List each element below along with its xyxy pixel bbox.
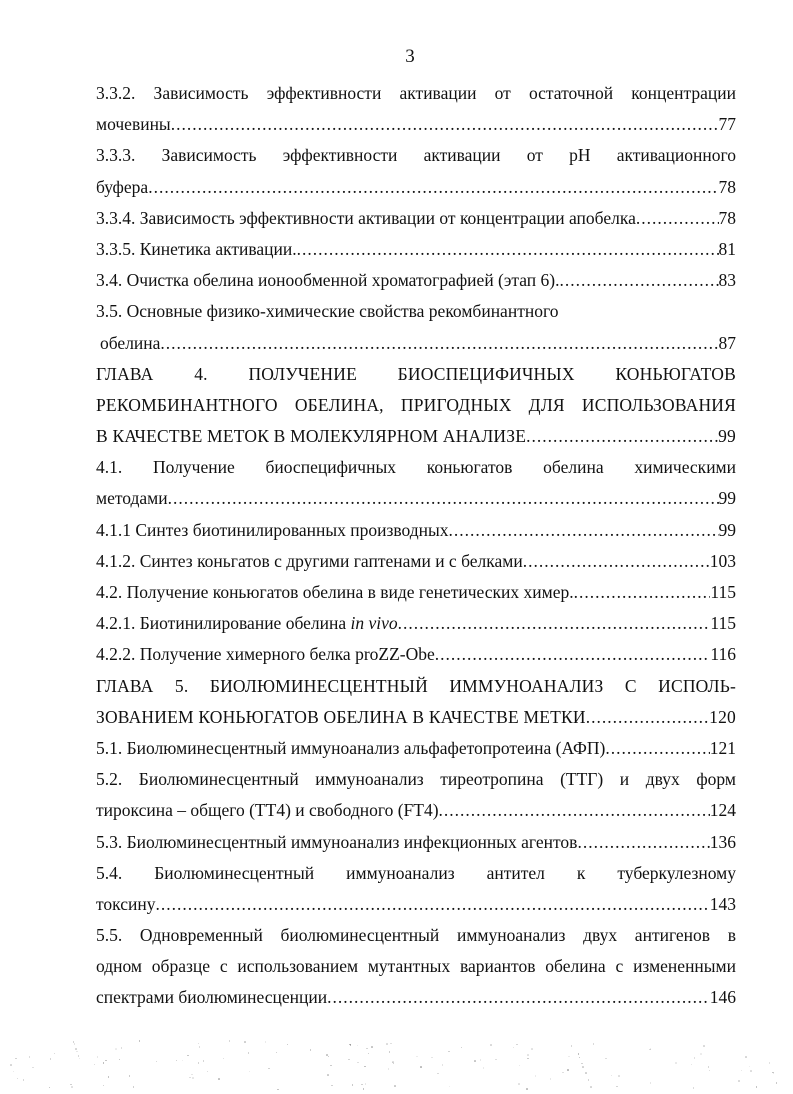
toc-entry-5-2-line2 bbox=[96, 795, 736, 826]
scan-speck bbox=[650, 1082, 652, 1084]
scan-speck bbox=[593, 1043, 595, 1045]
toc-entry-title: 4.2. Получение коньюгатов обелина в виде генетических химер. bbox=[96, 582, 574, 602]
toc-page-number: 99 bbox=[718, 519, 736, 540]
toc-entry-5-4-line1: 5.4. Биолюминесцентный иммуноанализ антител к туберкулезному bbox=[96, 862, 736, 883]
toc-entry-4-2-1 bbox=[96, 608, 736, 639]
scan-speck bbox=[527, 1054, 529, 1056]
scan-speck bbox=[474, 1060, 476, 1062]
scan-speck bbox=[365, 1083, 367, 1085]
toc-entry-4-1-line2 bbox=[96, 483, 736, 514]
scan-speck bbox=[691, 1064, 693, 1066]
toc-chapter-title-cont: В КАЧЕСТВЕ МЕТОК В МОЛЕКУЛЯРНОМ АНАЛИЗЕ bbox=[96, 426, 527, 447]
leader-dots bbox=[636, 203, 719, 234]
toc-page-number: 143 bbox=[709, 893, 736, 914]
toc-entry-3-3-2-line1: 3.3.2. Зависимость эффективности активации от остаточной концентрации bbox=[96, 83, 736, 103]
scan-speck bbox=[535, 1075, 537, 1077]
scan-speck bbox=[745, 1056, 747, 1058]
leader-dots bbox=[577, 827, 709, 858]
scan-speck bbox=[526, 1088, 528, 1090]
scan-speck bbox=[327, 1074, 329, 1076]
toc-entry-5-1 bbox=[96, 733, 736, 764]
leader-dots bbox=[449, 515, 719, 546]
toc-entry-title-cont: спектрами биолюминесценции bbox=[96, 987, 328, 1008]
scan-speck bbox=[310, 1049, 312, 1051]
scan-speck bbox=[527, 1058, 529, 1060]
leader-dots bbox=[155, 889, 709, 920]
scan-speck bbox=[277, 1089, 279, 1091]
scan-speck bbox=[244, 1041, 246, 1043]
leader-dots bbox=[526, 421, 718, 452]
scan-speck bbox=[189, 1077, 191, 1079]
scan-speck bbox=[694, 1057, 696, 1059]
scan-speck bbox=[103, 1062, 105, 1064]
toc-entry-5-2-line1: 5.2. Биолюминесцентный иммуноанализ тиреотропина (ТТГ) и двух форм bbox=[96, 769, 736, 790]
toc-page-number: 136 bbox=[709, 831, 736, 852]
toc-page-number: 81 bbox=[718, 238, 736, 259]
scan-speck bbox=[13, 1071, 15, 1073]
toc-chapter-title-cont: ЗОВАНИЕМ КОНЬЮГАТОВ ОБЕЛИНА В КАЧЕСТВЕ МЕТКИ bbox=[96, 706, 586, 727]
scan-speck bbox=[176, 1060, 178, 1062]
scan-speck bbox=[442, 1064, 444, 1066]
scan-speck bbox=[357, 1045, 359, 1047]
scan-speck bbox=[750, 1070, 752, 1072]
toc-entry-title bbox=[96, 608, 398, 639]
scan-speck bbox=[105, 1060, 107, 1062]
scan-speck bbox=[393, 1062, 395, 1064]
scan-speck bbox=[616, 1086, 618, 1088]
toc-entry-title-cont: обелина bbox=[100, 332, 161, 353]
toc-entry-title: 3.3.5. Кинетика активации. bbox=[96, 238, 297, 259]
toc-entry-title: 4.1.2. Синтез коньгатов с другими гаптенами и с белками bbox=[96, 550, 523, 571]
scan-speck bbox=[361, 1084, 363, 1086]
toc-page-number: 99 bbox=[718, 488, 736, 509]
scan-speck bbox=[386, 1043, 388, 1045]
scan-speck bbox=[229, 1040, 231, 1042]
scan-speck bbox=[738, 1080, 740, 1082]
scan-speck bbox=[191, 1074, 193, 1076]
leader-dots bbox=[605, 733, 709, 764]
scan-speck bbox=[32, 1067, 34, 1069]
leader-dots bbox=[168, 483, 719, 514]
toc-entry-4-2-2 bbox=[96, 639, 736, 670]
leader-dots bbox=[586, 702, 709, 733]
toc-entry-3-4 bbox=[96, 265, 736, 296]
scan-speck bbox=[121, 1047, 123, 1049]
toc-entry-title-cont: мочевины bbox=[96, 114, 171, 135]
leader-dots bbox=[297, 234, 719, 265]
scan-speck bbox=[49, 1087, 51, 1089]
leader-dots bbox=[327, 982, 710, 1013]
scan-speck bbox=[103, 1085, 105, 1087]
leader-dots bbox=[574, 577, 711, 608]
toc-entry-4-1-2 bbox=[96, 546, 736, 577]
scan-speck bbox=[590, 1086, 592, 1088]
scan-speck bbox=[198, 1062, 200, 1064]
toc-entry-3-5-line2 bbox=[96, 328, 736, 359]
toc-entry-title: 3.4. Очистка обелина ионообменной хроматографией (этап 6). bbox=[96, 270, 560, 291]
scan-speck bbox=[71, 1086, 73, 1088]
scan-speck bbox=[182, 1060, 184, 1062]
leader-dots bbox=[171, 109, 719, 140]
toc-entry-3-5-line1: 3.5. Основные физико-химические свойства рекомбинантного bbox=[96, 301, 559, 322]
toc-page-number: 116 bbox=[710, 644, 736, 665]
toc-entry-5-5-line1: 5.5. Одновременный биолюминесцентный иммуноанализ двух антигенов в bbox=[96, 925, 736, 946]
scan-speck bbox=[187, 1055, 189, 1057]
scan-speck bbox=[649, 1049, 651, 1051]
scan-speck bbox=[483, 1067, 485, 1069]
scan-speck bbox=[776, 1082, 778, 1084]
scan-speck bbox=[108, 1076, 110, 1078]
leader-dots bbox=[439, 795, 710, 826]
scan-speck bbox=[431, 1057, 433, 1059]
scan-speck bbox=[15, 1058, 17, 1060]
scan-speck bbox=[618, 1075, 620, 1077]
scan-speck bbox=[94, 1064, 96, 1066]
toc-page-number: 115 bbox=[710, 582, 736, 602]
scan-speck bbox=[516, 1044, 518, 1046]
toc-entry-title: 4.2.2. Получение химерного белка proZZ-Obe bbox=[96, 644, 435, 665]
toc-entry-5-5-line3 bbox=[96, 982, 736, 1013]
scan-speck bbox=[23, 1079, 25, 1081]
toc-chapter-4-line1: ГЛАВА 4. ПОЛУЧЕНИЕ БИОСПЕЦИФИЧНЫХ КОНЬЮГАТОВ bbox=[96, 363, 736, 384]
scan-speck bbox=[363, 1088, 365, 1090]
leader-dots bbox=[560, 265, 719, 296]
scan-speck bbox=[568, 1056, 570, 1058]
scan-speck bbox=[495, 1059, 497, 1061]
scan-speck bbox=[129, 1075, 131, 1077]
toc-chapter-5-line1: ГЛАВА 5. БИОЛЮМИНЕСЦЕНТНЫЙ ИММУНОАНАЛИЗ С ИСПОЛЬ- bbox=[96, 675, 736, 696]
scan-speck bbox=[571, 1045, 573, 1047]
toc-page-number: 78 bbox=[718, 176, 736, 197]
scan-speck bbox=[50, 1058, 52, 1060]
toc-entry-title-cont: методами bbox=[96, 488, 168, 509]
scan-speck bbox=[76, 1051, 78, 1053]
toc-page-number: 124 bbox=[709, 800, 736, 821]
scan-speck bbox=[207, 1071, 209, 1073]
toc-entry-title: 3.3.4. Зависимость эффективности активации от концентрации апобелка bbox=[96, 207, 636, 228]
toc-page-number: 120 bbox=[709, 706, 736, 727]
scan-speck bbox=[709, 1070, 711, 1072]
scan-speck bbox=[199, 1046, 201, 1048]
toc-page-number: 99 bbox=[718, 426, 736, 447]
toc-page-number: 146 bbox=[709, 987, 736, 1008]
toc-entry-title: 5.3. Биолюминесцентный иммуноанализ инфекционных агентов bbox=[96, 831, 578, 852]
scan-speck bbox=[700, 1053, 702, 1055]
leader-dots bbox=[435, 639, 711, 670]
scan-speck bbox=[581, 1063, 583, 1065]
scan-speck bbox=[139, 1040, 141, 1042]
scan-speck bbox=[490, 1044, 492, 1046]
scan-speck bbox=[578, 1053, 580, 1055]
scan-speck bbox=[29, 1056, 31, 1058]
scan-speck bbox=[357, 1062, 359, 1064]
scan-speck bbox=[17, 1078, 19, 1080]
toc-entry-title-italic: in vivo bbox=[350, 613, 398, 634]
scan-speck bbox=[73, 1041, 75, 1043]
scan-speck bbox=[769, 1062, 771, 1064]
toc-entry-3-3-3-line1: 3.3.3. Зависимость эффективности активации от рН активационного bbox=[96, 145, 736, 166]
scan-speck bbox=[268, 1068, 270, 1070]
leader-dots bbox=[523, 546, 710, 577]
scan-speck bbox=[249, 1071, 251, 1073]
scan-speck bbox=[192, 1077, 194, 1079]
leader-dots bbox=[160, 328, 718, 359]
toc-entry-4-2 bbox=[96, 577, 736, 608]
scan-speck bbox=[708, 1066, 710, 1068]
scan-speck bbox=[75, 1048, 77, 1050]
scan-speck bbox=[248, 1052, 250, 1054]
toc-page-number: 78 bbox=[718, 207, 736, 228]
toc-entry-title-text: 4.2.1. Биотинилирование обелина bbox=[96, 613, 351, 634]
scan-speck bbox=[115, 1048, 117, 1050]
scan-speck bbox=[437, 1073, 439, 1075]
toc-entry-title: 4.1.1 Синтез биотинилированных производных bbox=[96, 519, 449, 540]
scan-speck bbox=[703, 1045, 705, 1047]
toc-entry-5-3 bbox=[96, 827, 736, 858]
toc-entry-title-cont: токсину bbox=[96, 893, 156, 914]
scan-speck bbox=[79, 1058, 81, 1060]
scan-speck bbox=[74, 1043, 76, 1045]
scan-speck bbox=[480, 1059, 482, 1061]
toc-entry-title-cont: буфера bbox=[96, 176, 149, 197]
scan-speck bbox=[368, 1053, 370, 1055]
scan-speck bbox=[388, 1068, 390, 1070]
scan-speck bbox=[366, 1048, 368, 1050]
scan-speck bbox=[562, 1072, 564, 1074]
scan-speck bbox=[223, 1058, 225, 1060]
scan-speck bbox=[119, 1059, 121, 1061]
toc-entry-3-3-4 bbox=[96, 203, 736, 234]
toc-chapter-4-line2: РЕКОМБИНАНТНОГО ОБЕЛИНА, ПРИГОДНЫХ ДЛЯ ИСПОЛЬЗОВАНИЯ bbox=[96, 394, 736, 415]
scan-speck bbox=[461, 1047, 463, 1049]
scan-speck bbox=[588, 1079, 590, 1081]
scan-speck bbox=[371, 1046, 373, 1048]
toc-entry-5-4-line2 bbox=[96, 889, 736, 920]
scan-speck bbox=[420, 1066, 422, 1068]
scan-speck bbox=[389, 1051, 391, 1053]
scan-speck bbox=[218, 1078, 220, 1080]
scan-speck bbox=[449, 1086, 451, 1088]
scan-speck bbox=[513, 1047, 515, 1049]
scan-speck bbox=[10, 1064, 12, 1066]
scan-speck bbox=[773, 1073, 775, 1075]
toc-page-number: 103 bbox=[709, 550, 736, 571]
toc-entry-4-1-1 bbox=[96, 515, 736, 546]
table-of-contents bbox=[96, 78, 736, 1014]
toc-entry-title-cont: тироксина – общего (ТТ4) и свободного (FT4) bbox=[96, 800, 439, 821]
toc-page-number: 121 bbox=[709, 737, 736, 758]
toc-entry-5-5-line2: одном образце с использованием мутантных вариантов обелина с измененными bbox=[96, 956, 736, 977]
scan-speck bbox=[749, 1066, 751, 1068]
toc-page-number: 87 bbox=[718, 332, 736, 353]
scan-speck bbox=[756, 1086, 758, 1088]
scan-speck bbox=[133, 1086, 135, 1088]
scan-speck bbox=[352, 1084, 354, 1086]
scan-speck bbox=[330, 1065, 332, 1067]
scan-speck bbox=[54, 1053, 56, 1055]
toc-entry-3-3-2-line2 bbox=[96, 109, 736, 140]
scan-speck bbox=[611, 1075, 613, 1077]
scan-speck bbox=[519, 1065, 521, 1067]
toc-page-number: 83 bbox=[718, 270, 736, 291]
scan-speck bbox=[331, 1085, 333, 1087]
scan-speck bbox=[693, 1087, 695, 1089]
scan-speck bbox=[287, 1044, 289, 1046]
scan-speck bbox=[448, 1051, 450, 1053]
scan-speck bbox=[416, 1056, 418, 1058]
scan-speck bbox=[70, 1084, 72, 1086]
scan-speck bbox=[97, 1056, 99, 1058]
scan-speck bbox=[741, 1070, 743, 1072]
toc-chapter-5-line2 bbox=[96, 702, 736, 733]
scan-speck bbox=[518, 1083, 520, 1085]
scan-speck bbox=[198, 1043, 200, 1045]
toc-entry-3-3-5 bbox=[96, 234, 736, 265]
scan-speck bbox=[579, 1057, 581, 1059]
leader-dots bbox=[148, 172, 718, 203]
scan-speck bbox=[675, 1062, 677, 1064]
scan-speck bbox=[265, 1041, 267, 1043]
scan-speck bbox=[78, 1055, 80, 1057]
toc-entry-4-1-line1: 4.1. Получение биоспецифичных коньюгатов обелина химическими bbox=[96, 457, 736, 478]
scan-speck bbox=[328, 1056, 330, 1058]
toc-entry-title: 5.1. Биолюминесцентный иммуноанализ альфафетопротеина (АФП) bbox=[96, 737, 606, 758]
scan-speck bbox=[156, 1061, 158, 1063]
scan-speck bbox=[390, 1043, 392, 1045]
scan-speck bbox=[550, 1078, 552, 1080]
toc-chapter-4-line3 bbox=[96, 421, 736, 452]
scan-speck bbox=[585, 1072, 587, 1074]
scan-speck bbox=[394, 1085, 396, 1087]
scan-speck bbox=[276, 1052, 278, 1054]
page-number: 3 bbox=[405, 46, 415, 67]
toc-page-number: 77 bbox=[718, 114, 736, 135]
toc-entry-3-3-3-line2 bbox=[96, 172, 736, 203]
scan-speck bbox=[567, 1069, 569, 1071]
scan-speck bbox=[582, 1066, 584, 1068]
scan-speck bbox=[605, 1058, 607, 1060]
scan-speck bbox=[364, 1066, 366, 1068]
scan-speck bbox=[531, 1048, 533, 1050]
leader-dots bbox=[398, 608, 711, 639]
scan-speck bbox=[348, 1059, 350, 1061]
toc-page-number: 115 bbox=[710, 613, 736, 634]
scan-speck bbox=[203, 1060, 205, 1062]
